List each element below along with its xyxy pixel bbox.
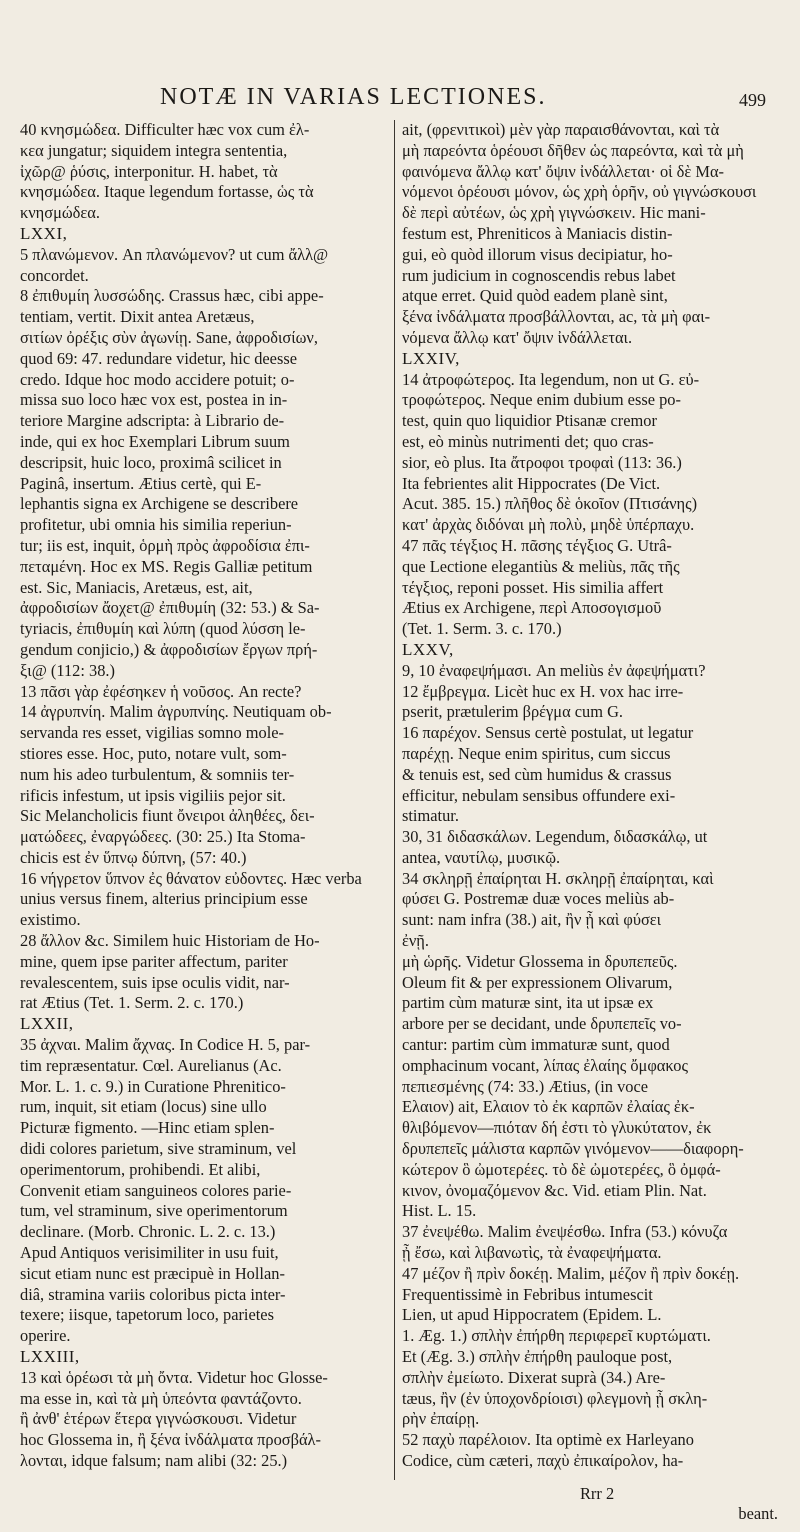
text-line: revalescentem, suis ipse oculis vidit, nar- <box>20 972 290 992</box>
text-line: ματώδεες, ἐναργώδεες. (30: 25.) Ita Stoma- <box>20 827 306 847</box>
text-line: 14 ἀτροφώτερος. Ita legendum, non ut G. εὐ- <box>402 369 700 389</box>
page-number: 499 <box>739 90 766 110</box>
text-line: inde, qui ex hoc Exemplari Librum suum <box>20 431 290 451</box>
text-line: 35 ἀχναι. Malim ἄχνας. In Codice H. 5, par- <box>20 1035 311 1055</box>
text-line: πεταμένη. Hoc ex MS. Regis Galliæ petitum <box>20 556 313 576</box>
text-line: mine, quem ipse pariter affectum, pariter <box>20 951 288 971</box>
text-line: 28 ἄλλον &c. Similem huic Historiam de Ho- <box>20 931 320 951</box>
text-line: omphacinum vocant, λίπας ἐλαίης ὄμφακος <box>402 1055 688 1075</box>
text-line: ἢ ἀνθ' ἑτέρων ἕτερα γιγνώσκουσι. Videtur <box>20 1409 297 1429</box>
text-line: (Tet. 1. Serm. 3. c. 170.) <box>402 619 562 639</box>
text-line: 40 κνησμώδεα. Difficulter hæc vox cum ἐλ- <box>20 120 310 139</box>
text-line: stimatur. <box>402 806 459 826</box>
text-line: Paginâ, insertum. Ætius certè, qui E- <box>20 473 262 493</box>
running-title: NOTÆ IN VARIAS LECTIONES. <box>160 84 547 110</box>
text-line: tyriacis, ἐπιθυμίη καὶ λύπη (quod λύσση le- <box>20 619 306 639</box>
text-line: κεα jungatur; siquidem integra sententia, <box>20 140 288 160</box>
text-line: Mor. L. 1. c. 9.) in Curatione Phrenitico- <box>20 1076 286 1096</box>
text-line: gui, eò quòd illorum visus decipiatur, ho- <box>402 244 673 264</box>
text-line: 52 παχὺ παρέλοιον. Ita optimè ex Harleyano <box>402 1430 694 1450</box>
text-line: hoc Glossema in, ἢ ξένα ἰνδάλματα προσβάλ- <box>20 1430 321 1450</box>
column-divider <box>394 120 395 1480</box>
catchword: beant. <box>738 1504 778 1523</box>
section-heading: LXXIII, <box>20 1347 80 1367</box>
text-line: Frequentissimè in Febribus intumescit <box>402 1284 653 1304</box>
text-line: ἀφροδισίων ἄοχετ@ ἐπιθυμίη (32: 53.) & Sa- <box>20 598 320 618</box>
text-line: efficitur, nebulam sensibus offundere exi- <box>402 785 676 805</box>
text-line: λονται, idque falsum; nam alibi (32: 25.) <box>20 1451 288 1470</box>
text-line: tum, vel straminum, sive operimentorum <box>20 1201 288 1221</box>
section-heading: LXXV, <box>402 639 454 659</box>
text-line: Apud Antiquos verisimiliter in usu fuit, <box>20 1243 279 1263</box>
text-line: que Lectione elegantiùs & meliùs, πᾶς τῆς <box>402 556 680 576</box>
text-line: δὲ περὶ αὐτέων, ὡς χρὴ γιγνώσκειν. Hic mani- <box>402 203 706 223</box>
text-line: rum judicium in cognoscendis rebus labet <box>402 265 676 285</box>
text-line: Et (Æg. 3.) σπλὴν ἐπήρθη pauloque post, <box>402 1347 673 1367</box>
text-line: 12 ἔμβρεγμα. Licèt huc ex H. vox hac irre- <box>402 681 684 701</box>
text-line: credo. Idque hoc modo accidere potuit; o- <box>20 369 295 389</box>
text-line: servanda res esset, vigilias somno mole- <box>20 723 285 743</box>
section-heading: LXXI, <box>20 223 68 243</box>
text-line: rum, inquit, sit etiam (locus) sine ullo <box>20 1097 267 1117</box>
text-line: Sic Melancholicis fiunt ὄνειροι ἀληθέες, δει- <box>20 806 315 826</box>
text-line: est, eò minùs nutrimenti det; quo cras- <box>402 431 654 451</box>
text-line: tim repræsentatur. Cœl. Aurelianus (Ac. <box>20 1055 282 1075</box>
text-line: 37 ἐνεψέθω. Malim ἐνεψέσθω. Infra (53.) κόνυζα <box>402 1222 728 1242</box>
text-line: κινον, ὀνομαζόμενον &c. Vid. etiam Plin. Nat. <box>402 1180 707 1200</box>
text-line: 13 καὶ ὁρέωσι τὰ μὴ ὄντα. Videtur hoc Glosse- <box>20 1367 328 1387</box>
section-heading: LXXII, <box>20 1014 74 1034</box>
text-line: test, quin quo liquidior Ptisanæ cremor <box>402 411 657 431</box>
text-line: lephantis signa ex Archigene se describere <box>20 494 299 514</box>
text-line: stiores esse. Hoc, puto, notare vult, som- <box>20 743 287 763</box>
text-line: ᾖ ἔσω, καὶ λιβανωτὶς, τὰ ἐναφεψήματα. <box>402 1243 662 1263</box>
text-line: φύσει G. Postremæ duæ voces meliùs ab- <box>402 889 675 909</box>
text-line: Convenit etiam sanguineos colores parie- <box>20 1180 292 1200</box>
text-line: ἰχῶρ@ ῥύσις, interponitur. H. habet, τὰ <box>20 161 278 181</box>
text-line: 30, 31 διδασκάλων. Legendum, διδασκάλῳ, ut <box>402 827 708 847</box>
text-line: μὴ παρεόντα ὁρέουσι δῆθεν ὡς παρεόντα, καὶ τὰ μὴ <box>402 140 744 160</box>
text-line: Oleum fit & per expressionem Olivarum, <box>402 972 673 992</box>
text-line: τέγξιος, reponi posset. His similia affert <box>402 577 664 597</box>
text-line: Ætius ex Archigene, περὶ Αποσογισμοῦ <box>402 598 662 618</box>
text-line: ἐνῇ. <box>402 931 429 951</box>
text-line: ma esse in, καὶ τὰ μὴ ὑπεόντα φαντάζοντο. <box>20 1388 302 1408</box>
text-line: partim cùm maturæ sint, ita ut ipsæ ex <box>402 993 654 1013</box>
text-line: diâ, stramina variis coloribus picta inter- <box>20 1284 286 1304</box>
text-line: festum est, Phreniticos à Maniacis distin- <box>402 223 673 243</box>
text-line: Codice, cùm cæteri, παχὺ ἐπικαίρολον, ha- <box>402 1451 684 1470</box>
text-line: Hist. L. 15. <box>402 1201 477 1221</box>
text-line: Ελαιον) ait, Ελαιον τὸ ἐκ καρπῶν ἐλαίας ἐκ- <box>402 1097 695 1117</box>
text-line: tur; iis est, inquit, ὁρμὴ πρὸς ἀφροδίσια ἐπι- <box>20 535 310 555</box>
text-line: rat Ætius (Tet. 1. Serm. 2. c. 170.) <box>20 993 244 1013</box>
text-line: κώτερον ὃ ὠμοτερέες. τὸ δὲ ὠμοτερέες, ὃ ὀμφά- <box>402 1159 721 1179</box>
text-line: 1. Æg. 1.) σπλὴν ἐπήρθη περιφερεῖ κυρτώματι. <box>402 1326 711 1346</box>
text-line: sicut etiam nunc est præcipuè in Hollan- <box>20 1263 285 1283</box>
text-line: descripsit, huic loco, proximâ scilicet in <box>20 452 282 472</box>
text-line: 13 πᾶσι γὰρ ἐφέσηκεν ἡ νοῦσος. An recte? <box>20 681 302 701</box>
text-line: operimentorum, prohibendi. Et alibi, <box>20 1159 261 1179</box>
text-line: rificis infestum, ut ipsis vigiliis pejor sit. <box>20 785 286 805</box>
text-line: & tenuis est, sed cùm humidus & crassus <box>402 764 672 784</box>
text-line: profitetur, ubi omnia his similia reperiun- <box>20 515 292 535</box>
text-line: sunt: nam infra (38.) ait, ἢν ᾖ καὶ φύσει <box>402 910 662 930</box>
text-line: Acut. 385. 15.) πλῆθος δὲ ὁκοῖον (Πτισάνης) <box>402 494 698 514</box>
text-line: κνησμώδεα. Itaque legendum fortasse, ὡς τὰ <box>20 182 314 202</box>
text-line: σιτίων ὀρέξις σὺν ἀγωνίῃ. Sane, ἀφροδισίων, <box>20 327 318 347</box>
text-line: teriore Margine adscripta: à Librario de- <box>20 411 285 431</box>
text-line: δρυπεπεῖς μάλιστα καρπῶν γινόμενον——διαφορη- <box>402 1139 744 1159</box>
text-line: existimo. <box>20 910 81 930</box>
text-line: Ita febrientes alit Hippocrates (De Vict. <box>402 473 661 493</box>
text-line: 16 νήγρετον ὕπνον ἐς θάνατον εὐδοντες. Hæc verba <box>20 868 362 888</box>
text-line: κατ' ἀρχὰς διδόναι μὴ πολὺ, μηδὲ ὑπέρπαχυ. <box>402 515 695 535</box>
text-line: Picturæ figmento. —Hinc etiam splen- <box>20 1118 275 1138</box>
text-line: 5 πλανώμενον. An πλανώμενον? ut cum ἄλλ@ <box>20 244 329 264</box>
text-line: 47 πᾶς τέγξιος H. πᾶσης τέγξιος G. Utrâ- <box>402 535 672 555</box>
text-line: φαινόμενα ἄλλῳ κατ' ὄψιν ἰνδάλλεται· οἱ δὲ Μα- <box>402 161 724 181</box>
text-line: arbore per se decidant, unde δρυπεπεῖς vo- <box>402 1014 682 1034</box>
text-line: missa suo loco hæc vox est, postea in in- <box>20 390 288 410</box>
text-line: μὴ ὡρῆς. Videtur Glossema in δρυπεπεῦς. <box>402 951 678 971</box>
text-line: παρέχῃ. Neque enim spiritus, cum siccus <box>402 743 671 763</box>
text-line: ρὴν ἐπαίρῃ. <box>402 1409 480 1429</box>
text-line: θλιβόμενον—πιόταν δή ἐστι τὸ γλυκύτατον, ἐκ <box>402 1118 712 1138</box>
text-line: κνησμώδεα. <box>20 203 100 223</box>
text-line: antea, ναυτίλῳ, μυσικῷ. <box>402 847 561 867</box>
text-line: ξένα ἰνδάλματα προσβάλλονται, ac, τὰ μὴ φαι- <box>402 307 711 327</box>
text-line: tæus, ἢν (ἐν ὑποχονδρίοισι) φλεγμονὴ ᾖ σκλη- <box>402 1388 708 1408</box>
text-line: operire. <box>20 1326 71 1346</box>
text-line: τροφώτερος. Neque enim dubium esse po- <box>402 390 681 410</box>
text-line: chicis est ἐν ὕπνῳ δύπνη, (57: 40.) <box>20 847 247 867</box>
page-header <box>0 78 800 118</box>
text-line: tentiam, vertit. Dixit antea Aretæus, <box>20 307 255 327</box>
text-line: gendum conjicio,) & ἀφροδισίων ἔργων πρή- <box>20 639 318 659</box>
left-column <box>20 120 388 1472</box>
text-line: 34 σκληρῇ ἐπαίρηται H. σκληρῇ ἐπαίρηται, καὶ <box>402 868 714 888</box>
text-line: quod 69: 47. redundare videtur, hic deesse <box>20 348 297 368</box>
text-line: texere; iisque, tapetorum loco, parietes <box>20 1305 274 1325</box>
text-line: concordet. <box>20 265 89 285</box>
text-line: cantur: partim cùm immaturæ sunt, quod <box>402 1035 670 1055</box>
text-line: pserit, prætulerim βρέγμα cum G. <box>402 702 624 722</box>
text-line: declinare. (Morb. Chronic. L. 2. c. 13.) <box>20 1222 276 1242</box>
text-line: σπλὴν ἐμείωτο. Dixerat suprà (34.) Are- <box>402 1367 666 1387</box>
text-line: 16 παρέχον. Sensus certè postulat, ut legatur <box>402 723 694 743</box>
text-line: Lien, ut apud Hippocratem (Epidem. L. <box>402 1305 662 1325</box>
text-line: unius versus finem, alterius principium esse <box>20 889 308 909</box>
text-line: πεπιεσμένης (74: 33.) Ætius, (in voce <box>402 1076 649 1096</box>
text-line: ait, (φρενιτικοὶ) μὲν γὰρ παραισθάνονται, καὶ τὰ <box>402 120 720 139</box>
text-line: 9, 10 ἐναφεψήμασι. An meliùs ἐν ἀφεψήματι? <box>402 660 706 680</box>
text-line: νόμενοι ὁρέουσι μόνον, ὡς χρὴ ὁρῆν, οὐ γιγνώσκουσι <box>402 182 757 202</box>
signature-mark: Rrr 2 <box>580 1484 615 1503</box>
text-line: 14 ἀγρυπνίη. Malim ἀγρυπνίης. Neutiquam ob- <box>20 702 332 722</box>
text-line: ξι@ (112: 38.) <box>20 660 115 680</box>
text-line: est. Sic, Maniacis, Aretæus, est, ait, <box>20 577 253 597</box>
right-column <box>402 120 780 1472</box>
text-line: 47 μέζον ἢ πρὶν δοκέῃ. Malim, μέζον ἢ πρὶν δοκέῃ. <box>402 1263 740 1283</box>
section-heading: LXXIV, <box>402 348 460 368</box>
text-line: num his adeo turbulentum, & somniis ter- <box>20 764 295 784</box>
text-line: νόμενα ἄλλῳ κατ' ὄψιν ἰνδάλλεται. <box>402 327 633 347</box>
text-line: 8 ἐπιθυμίη λυσσώδης. Crassus hæc, cibi appe- <box>20 286 324 306</box>
text-line: atque erret. Quid quòd eadem planè sint, <box>402 286 668 306</box>
text-line: sior, eò plus. Ita ἄτροφοι τροφαὶ (113: 36.) <box>402 452 682 472</box>
text-line: didi colores parietum, sive straminum, vel <box>20 1139 297 1159</box>
